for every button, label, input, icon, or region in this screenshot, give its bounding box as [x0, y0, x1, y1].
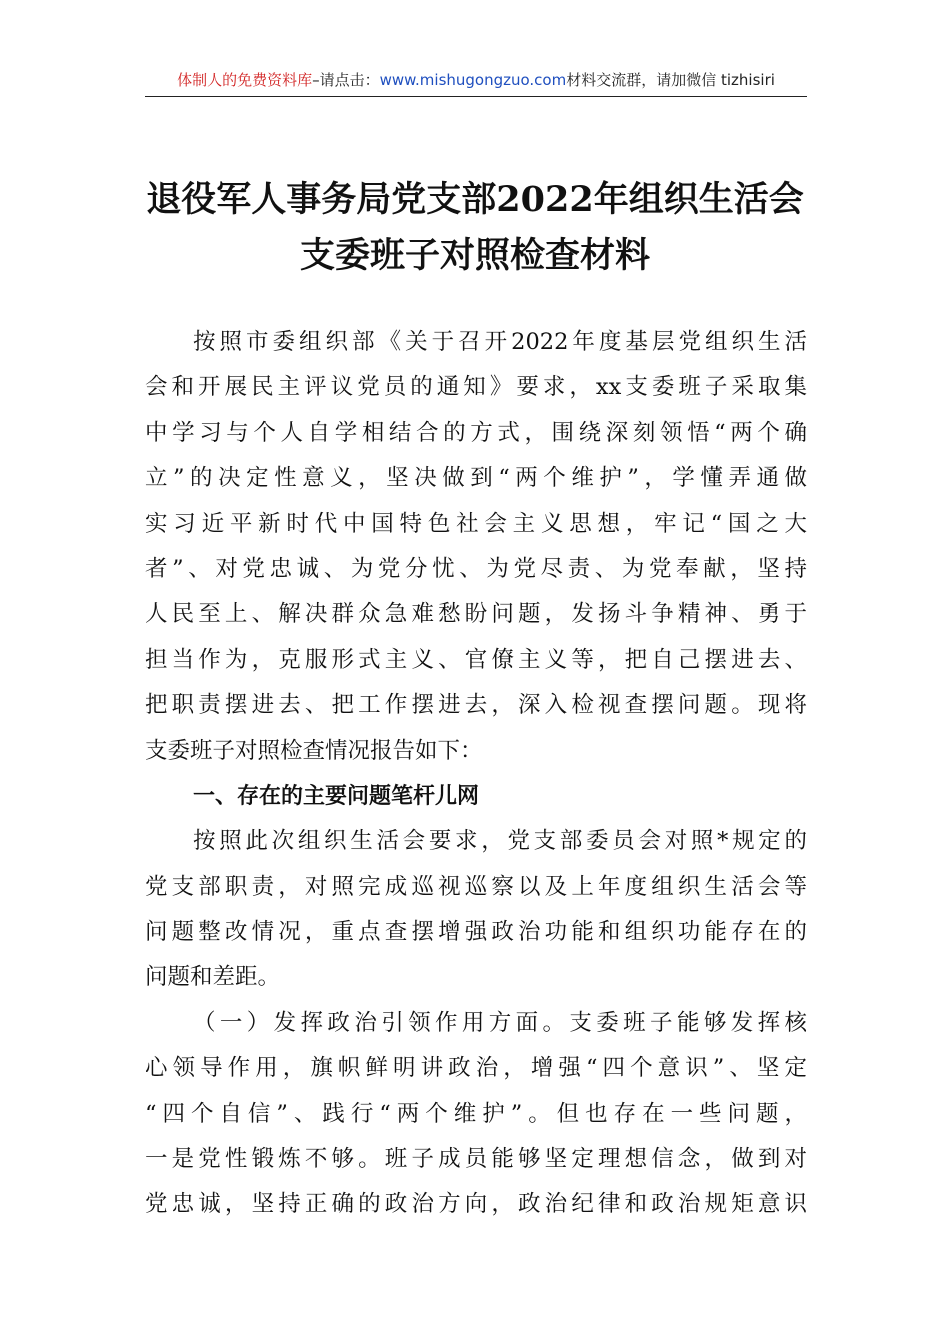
- text-line: 党忠诚，坚持正确的政治方向，政治纪律和政治规矩意识: [145, 1191, 807, 1218]
- page-header: [145, 66, 807, 97]
- text-line: 担当作为，克服形式主义、官僚主义等，把自己摆进去、: [145, 646, 807, 673]
- text-line: 问题和差距。: [145, 964, 281, 991]
- header-contact: 材料交流群，请加微信 tizhisiri: [566, 71, 775, 89]
- text-line: 支委班子对照检查情况报告如下：: [145, 737, 483, 764]
- text-line: 人民至上、解决群众急难愁盼问题，发扬斗争精神、勇于: [145, 601, 807, 628]
- text-line: 按照市委组织部《关于召开2022年度基层党组织生活: [193, 329, 807, 355]
- text-line: 党支部职责，对照完成巡视巡察以及上年度组织生活会等: [145, 873, 807, 900]
- text-line: 把职责摆进去、把工作摆进去，深入检视查摆问题。现将: [145, 692, 807, 719]
- text-line: “四个自信”、践行“两个维护”。但也存在一些问题，: [145, 1100, 807, 1127]
- document-body: [145, 320, 807, 1228]
- header-link[interactable]: www.mishugongzuo.com: [379, 71, 567, 89]
- paragraph-political-leadership: [145, 1001, 807, 1228]
- document-title-line-1: 退役军人事务局党支部2022年组织生活会: [146, 179, 804, 220]
- paragraph-problems: [145, 819, 807, 1001]
- text-line: 实习近平新时代中国特色社会主义思想，牢记“国之大: [145, 510, 807, 537]
- text-line: 立”的决定性意义，坚决做到“两个维护”，学懂弄通做: [145, 465, 807, 492]
- text-line: 心领导作用，旗帜鲜明讲政治，增强“四个意识”、坚定: [145, 1055, 807, 1082]
- text-line: 问题整改情况，重点查摆增强政治功能和组织功能存在的: [145, 919, 807, 946]
- paragraph-intro: [145, 320, 807, 774]
- section-heading: 一、存在的主要问题笔杆儿网: [193, 783, 480, 809]
- text-line: 者”、对党忠诚、为党分忧、为党尽责、为党奉献，坚持: [145, 555, 807, 582]
- header-brand: 体制人的免费资料库: [177, 71, 313, 89]
- text-line: 一是党性锻炼不够。班子成员能够坚定理想信念，做到对: [145, 1146, 807, 1173]
- text-line: 会和开展民主评议党员的通知》要求，xx支委班子采取集: [145, 374, 807, 401]
- text-line: 按照此次组织生活会要求，党支部委员会对照*规定的: [193, 828, 807, 855]
- text-line: 中学习与个人自学相结合的方式，围绕深刻领悟“两个确: [145, 419, 807, 446]
- header-prompt: –请点击：: [312, 71, 380, 89]
- document-title-line-2: 支委班子对照检查材料: [299, 235, 650, 276]
- text-line: （一）发挥政治引领作用方面。支委班子能够发挥核: [193, 1009, 807, 1036]
